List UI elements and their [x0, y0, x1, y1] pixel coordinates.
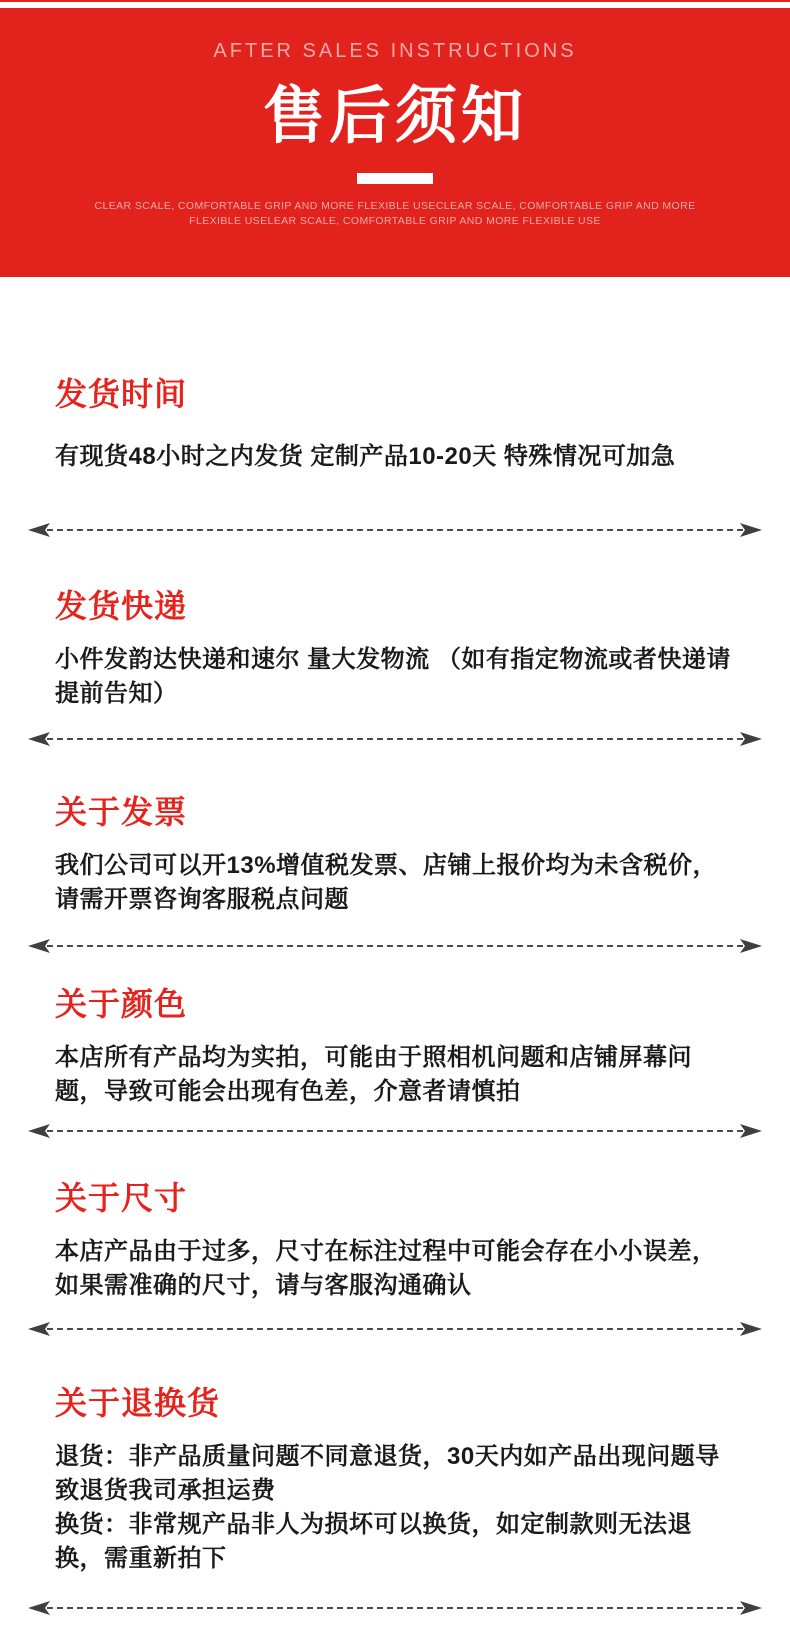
title-underline-bar [357, 173, 433, 184]
dashed-line [47, 529, 743, 531]
section-shipping-courier [0, 590, 790, 711]
page-title: 售后须知 [262, 82, 527, 151]
divider [28, 1321, 762, 1337]
dashed-line [47, 738, 743, 740]
section-size-heading: 关于尺寸 [55, 1180, 188, 1216]
dashed-line [47, 1130, 743, 1132]
section-color [0, 988, 790, 1109]
banner-caption-line-2: FLEXIBLE USELEAR SCALE, COMFORTABLE GRIP AND MORE FLEXIBLE USE [189, 215, 601, 227]
section-color-body: 本店所有产品均为实拍，可能由于照相机问题和店铺屏幕问题，导致可能会出现有色差，介意者请慎拍 [55, 1044, 692, 1105]
section-size [0, 1182, 790, 1303]
section-shipping-courier-heading: 发货快递 [55, 588, 188, 624]
section-returns [0, 1387, 790, 1576]
right-arrow-icon [740, 1600, 762, 1616]
section-shipping-time-heading: 发货时间 [55, 376, 188, 412]
top-accent-line [0, 0, 790, 2]
section-color-heading: 关于颜色 [55, 986, 188, 1022]
dashed-line [47, 1328, 743, 1330]
section-shipping-courier-body: 小件发韵达快递和速尔 量大发物流 （如有指定物流或者快递请提前告知） [55, 646, 731, 707]
right-arrow-icon [740, 938, 762, 954]
section-size-body: 本店产品由于过多，尺寸在标注过程中可能会存在小小误差，如果需准确的尺寸，请与客服沟通确认 [55, 1238, 717, 1299]
section-returns-body-returns: 退货：非产品质量问题不同意退货，30天内如产品出现问题导致退货我司承担运费 [55, 1443, 720, 1504]
section-invoice-heading: 关于发票 [55, 794, 188, 830]
banner-captions [0, 199, 790, 229]
section-shipping-time [0, 378, 790, 474]
banner-kicker: AFTER SALES INSTRUCTIONS [213, 40, 577, 62]
section-invoice-body: 我们公司可以开13%增值税发票、店铺上报价均为未含税价，请需开票咨询客服税点问题 [55, 852, 718, 913]
divider [28, 522, 762, 538]
dashed-line [47, 1607, 743, 1609]
dashed-line [47, 945, 743, 947]
section-invoice [0, 796, 790, 917]
divider [28, 1600, 762, 1616]
section-returns-heading: 关于退换货 [55, 1385, 221, 1421]
divider [28, 1123, 762, 1139]
divider [28, 938, 762, 954]
banner-caption-line-1: CLEAR SCALE, COMFORTABLE GRIP AND MORE FLEXIBLE USECLEAR SCALE, COMFORTABLE GRIP AND MORE [94, 200, 696, 212]
section-returns-body-exchange: 换货：非常规产品非人为损坏可以换货，如定制款则无法退换，需重新拍下 [55, 1511, 692, 1572]
right-arrow-icon [740, 731, 762, 747]
right-arrow-icon [740, 1123, 762, 1139]
right-arrow-icon [740, 1321, 762, 1337]
divider [28, 731, 762, 747]
right-arrow-icon [740, 522, 762, 538]
banner [0, 8, 790, 277]
section-shipping-time-body: 有现货48小时之内发货 定制产品10-20天 特殊情况可加急 [55, 443, 676, 470]
